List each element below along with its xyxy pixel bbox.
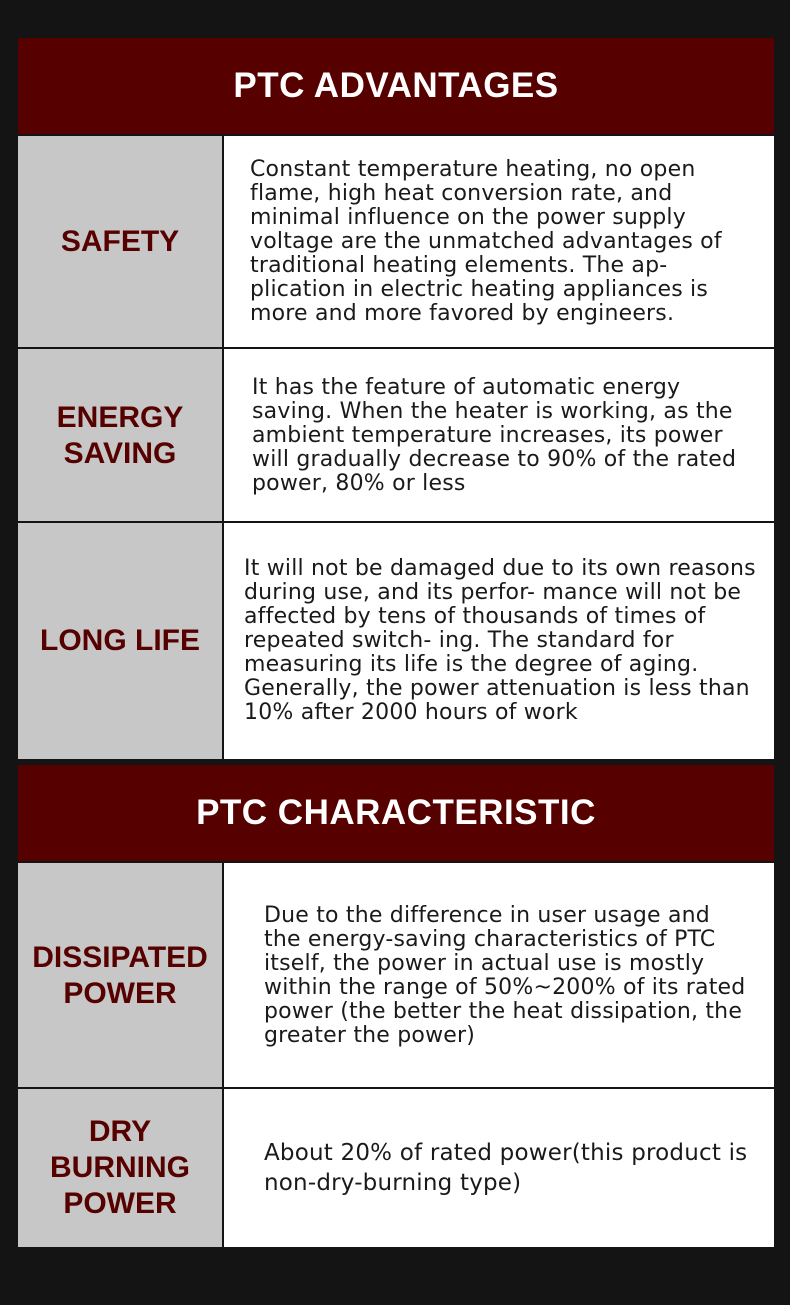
row-description (224, 1089, 774, 1247)
row-description (224, 136, 774, 348)
table-row-energy-saving (18, 347, 774, 522)
row-description-text: It has the feature of automatic energy saving. When the heater is working, as the ambient temperature increases, its power will gradually decrease to 90% of the rated power, 80% or less (252, 374, 737, 496)
row-label: SAFETY (18, 136, 222, 348)
table-row-long-life (18, 521, 774, 759)
row-description-text: Due to the difference in user usage and the energy-saving characteristics of PTC itself, the power in actual use is mostly within the range of 50%~200% of its rated power (the better the heat dissipation, the greater the power) (264, 903, 746, 1048)
row-description-text: Constant temperature heating, no open flame, high heat conversion rate, and minimal influence on the power supply voltage are the unmatched advantages of traditional heating elements. The ap- plication in electric heating appliances is more and more favored by engineers. (250, 157, 722, 326)
row-description (224, 523, 774, 759)
table-row-dry-burning-power (18, 1087, 774, 1247)
table-row-dissipated-power (18, 861, 774, 1089)
row-description-text: About 20% of rated power(this product is non-dry-burning type) (264, 1140, 748, 1196)
characteristic-title: PTC CHARACTERISTIC (196, 793, 596, 832)
characteristic-header (18, 765, 774, 861)
advantages-title: PTC ADVANTAGES (233, 66, 559, 105)
advantages-header (18, 38, 774, 134)
row-label: LONG LIFE (18, 523, 222, 759)
row-description (224, 349, 774, 522)
row-label: ENERGY SAVING (18, 349, 222, 522)
row-label: DISSIPATED POWER (18, 863, 222, 1089)
table-row-safety (18, 134, 774, 348)
row-label: DRY BURNING POWER (18, 1089, 222, 1247)
row-description (224, 863, 774, 1089)
row-description-text: It will not be damaged due to its own reasons during use, and its perfor- mance will not be affected by tens of thousands of times of repeated switch- ing. The standard for measuring its life is the degree of aging. Generally, the power attenuation is less than 10% after 2000 hours of work (244, 556, 756, 725)
